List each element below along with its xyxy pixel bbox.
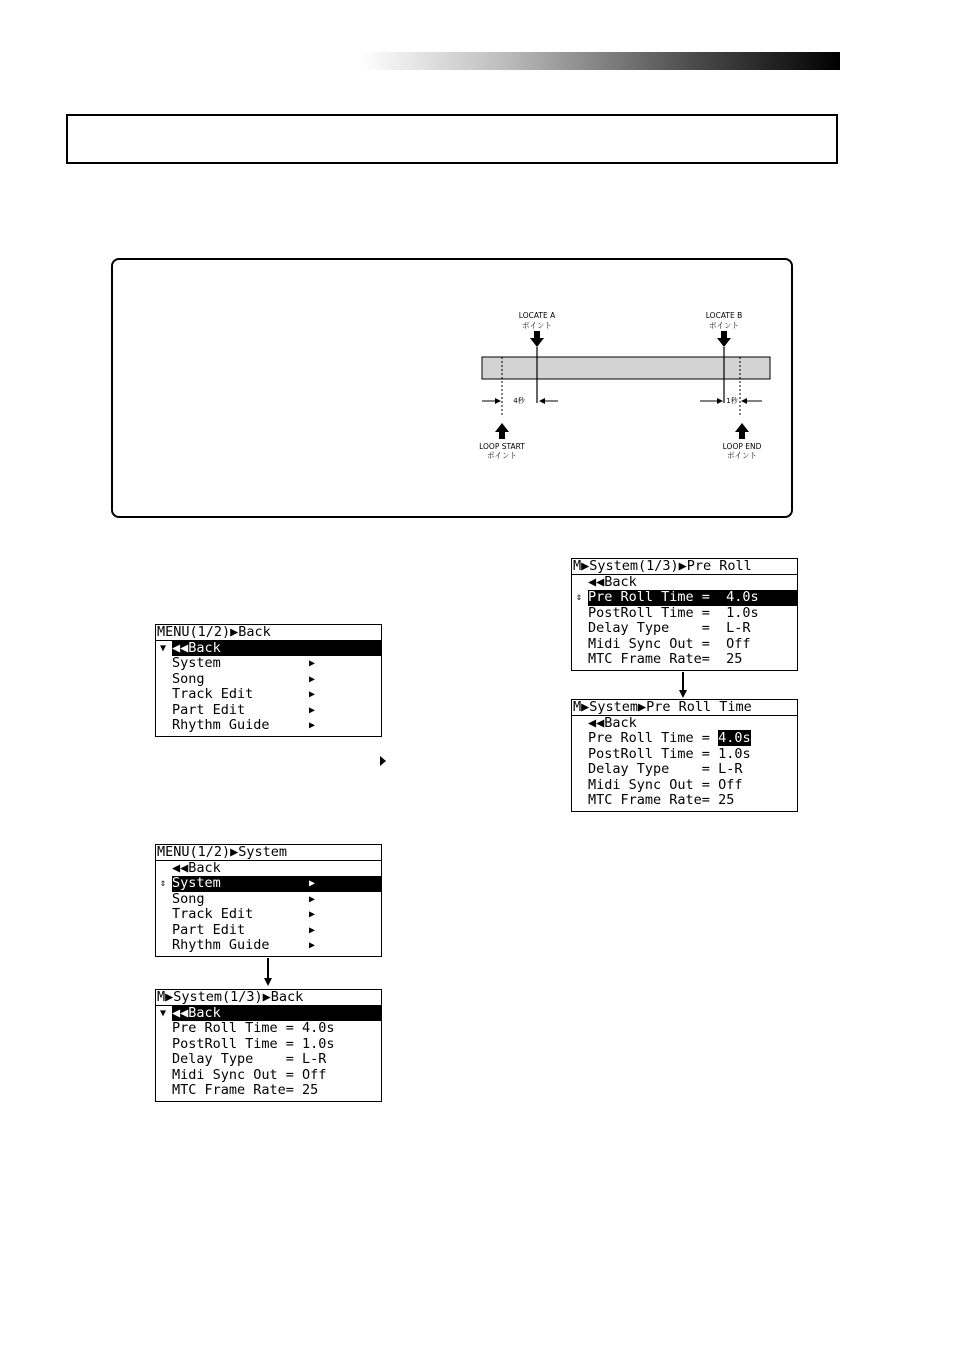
menu-item-part-edit[interactable]: Part Edit	[172, 921, 246, 938]
setting-label: Midi Sync Out =	[588, 776, 710, 793]
locate-b-point-label: ポイント	[709, 321, 739, 330]
setting-label: Delay Type =	[588, 761, 710, 778]
locate-a-point-label: ポイント	[522, 321, 552, 330]
setting-label: PostRoll Time =	[588, 745, 710, 762]
menu-item-back[interactable]: ◀◀Back	[588, 574, 637, 590]
locate-b-arrow	[717, 331, 731, 347]
submenu-arrow-icon: ▶	[309, 909, 316, 921]
submenu-arrow-icon: ▶	[309, 924, 316, 936]
loop-end-label: LOOP END	[722, 442, 762, 451]
setting-mtc-frame-rate[interactable]: MTC Frame Rate= 25	[588, 650, 743, 667]
lcd-header: M▶System▶Pre Roll Time	[572, 700, 797, 716]
loop-end-arrow	[735, 423, 749, 439]
submenu-arrow-icon: ▶	[309, 689, 316, 701]
setting-pre-roll-time[interactable]: Pre Roll Time = 4.0s	[588, 590, 797, 605]
menu-item-part-edit[interactable]: Part Edit	[172, 701, 246, 718]
loop-start-arrow	[495, 423, 509, 439]
menu-item-track-edit[interactable]: Track Edit	[172, 906, 254, 923]
setting-delay-type[interactable]: Delay Type = L-R	[172, 1051, 327, 1068]
lcd-system-preroll	[571, 558, 798, 671]
menu-item-rhythm-guide[interactable]: Rhythm Guide	[172, 716, 270, 733]
scroll-updown-icon: ⇕	[159, 878, 167, 890]
small-arrow-icon	[380, 756, 386, 766]
flow-arrow-line	[682, 672, 684, 692]
loop-start-label: LOOP START	[479, 442, 525, 451]
header-gradient-bar	[360, 52, 840, 70]
lcd-system-back	[155, 989, 382, 1102]
submenu-arrow-icon: ▶	[309, 878, 316, 890]
menu-item-song[interactable]: Song	[172, 670, 205, 687]
timeline-band	[482, 357, 770, 379]
menu-item-back[interactable]: ◀◀Back	[588, 715, 637, 731]
lcd-menu-system	[155, 844, 382, 957]
scroll-down-icon: ▼	[159, 1008, 167, 1019]
midi-sync-out-value: Off	[718, 776, 743, 793]
mtc-frame-rate-value: 25	[718, 791, 735, 808]
menu-item-back[interactable]: ◀◀Back	[172, 641, 381, 656]
submenu-arrow-icon: ▶	[309, 704, 316, 716]
menu-item-back[interactable]: ◀◀Back	[172, 860, 221, 876]
pre-roll-time-value[interactable]: 4.0s	[718, 730, 751, 747]
scroll-updown-icon: ⇕	[575, 592, 583, 604]
setting-post-roll-time[interactable]: PostRoll Time = 1.0s	[172, 1035, 335, 1052]
flow-arrow-down-icon	[679, 690, 687, 698]
menu-item-rhythm-guide[interactable]: Rhythm Guide	[172, 936, 270, 953]
loop-end-point-label: ポイント	[727, 451, 757, 460]
setting-label: MTC Frame Rate=	[588, 791, 710, 808]
setting-pre-roll-time[interactable]: Pre Roll Time = 4.0s	[172, 1020, 335, 1037]
lcd-header: MENU(1/2)▶Back	[156, 625, 381, 641]
setting-midi-sync-out[interactable]: Midi Sync Out = Off	[588, 635, 751, 652]
setting-mtc-frame-rate[interactable]: MTC Frame Rate= 25	[172, 1081, 319, 1098]
setting-midi-sync-out[interactable]: Midi Sync Out = Off	[172, 1066, 327, 1083]
loop-start-point-label: ポイント	[487, 451, 517, 460]
setting-label: Pre Roll Time =	[588, 730, 710, 747]
lcd-header: MENU(1/2)▶System	[156, 845, 381, 861]
flow-arrow-line	[267, 958, 269, 980]
menu-item-track-edit[interactable]: Track Edit	[172, 686, 254, 703]
delay-type-value: L-R	[718, 761, 743, 778]
lcd-header: M▶System(1/3)▶Pre Roll	[572, 559, 797, 575]
lcd-header: M▶System(1/3)▶Back	[156, 990, 381, 1006]
pre-time-label: 4秒	[513, 397, 525, 405]
submenu-arrow-icon: ▶	[309, 658, 316, 670]
lcd-preroll-time	[571, 699, 798, 812]
section-title-box	[66, 114, 838, 164]
flow-arrow-down-icon	[264, 978, 272, 986]
menu-item-song[interactable]: Song	[172, 890, 205, 907]
setting-delay-type[interactable]: Delay Type = L-R	[588, 620, 751, 637]
menu-item-system[interactable]: System	[172, 655, 221, 672]
post-time-label: 1秒	[726, 397, 738, 405]
submenu-arrow-icon: ▶	[309, 673, 316, 685]
scroll-down-icon: ▼	[159, 643, 167, 654]
locate-a-arrow	[530, 331, 544, 347]
setting-post-roll-time[interactable]: PostRoll Time = 1.0s	[588, 604, 759, 621]
lcd-menu-back	[155, 624, 382, 737]
loop-timeline-diagram	[470, 305, 780, 465]
submenu-arrow-icon: ▶	[309, 893, 316, 905]
locate-b-label: LOCATE B	[705, 311, 743, 320]
post-roll-time-value: 1.0s	[718, 745, 751, 762]
menu-item-system[interactable]: System	[172, 876, 381, 891]
submenu-arrow-icon: ▶	[309, 719, 316, 731]
menu-item-back[interactable]: ◀◀Back	[172, 1006, 381, 1021]
locate-a-label: LOCATE A	[518, 311, 556, 320]
submenu-arrow-icon: ▶	[309, 939, 316, 951]
